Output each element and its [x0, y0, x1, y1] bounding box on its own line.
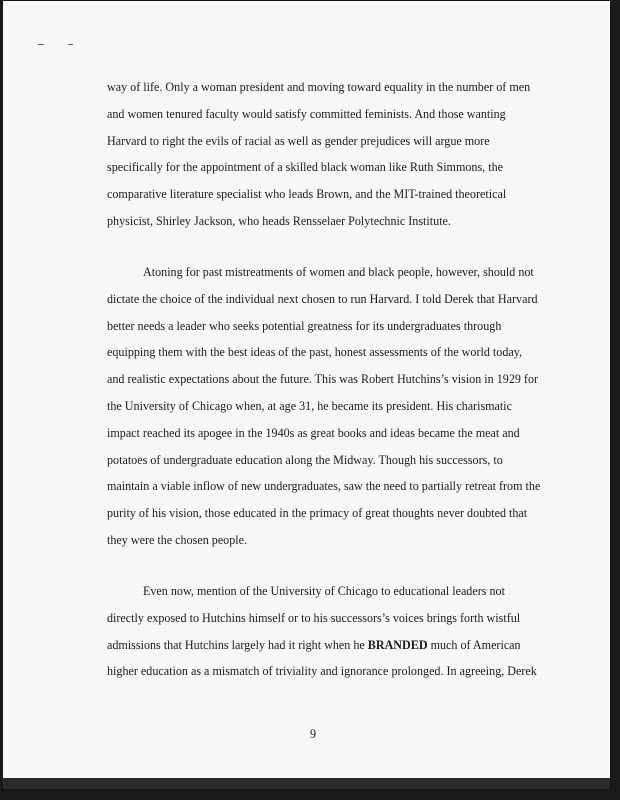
text-run: admissions that Hutchins largely had it right when he [107, 637, 368, 652]
text-line [107, 632, 537, 659]
text-run: much of American [427, 637, 521, 652]
text-line: and women tenured faculty would satisfy committed feminists. And those wanting [107, 106, 506, 121]
text-line: and realistic expectations about the future. This was Robert Hutchins’s vision in 1929 for [107, 372, 539, 387]
text-line: comparative literature specialist who leads Brown, and the MIT-trained theoretical [107, 187, 507, 202]
paragraph-1 [107, 74, 537, 235]
paragraph-2 [107, 259, 541, 554]
text-line: physicist, Shirley Jackson, who heads Rensselaer Polytechnic Institute. [107, 213, 451, 228]
text-line: Even now, mention of the University of Chicago to educational leaders not [143, 584, 505, 598]
text-line: directly exposed to Hutchins himself or to his successors’s voices brings forth wistful [107, 610, 521, 625]
stray-mark [38, 44, 44, 45]
text-line: purity of his vision, those educated in the primacy of great thoughts never doubted that [107, 506, 528, 521]
text-line: potatoes of undergraduate education along the Midway. Though his successors, to [107, 452, 503, 467]
text-line: way of life. Only a woman president and moving toward equality in the number of men [107, 80, 531, 94]
text-line: impact reached its apogee in the 1940s as great books and ideas became the meat and [107, 425, 520, 440]
text-line: equipping them with the best ideas of the past, honest assessments of the world today, [107, 345, 523, 360]
text-line: better needs a leader who seeks potential greatness for its undergraduates through [107, 318, 502, 333]
text-line: Harvard to right the evils of racial as well as gender prejudices will argue more [107, 133, 490, 148]
text-line: maintain a viable inflow of new undergraduates, saw the need to partially retreat from the [107, 479, 541, 494]
text-line: specifically for the appointment of a skilled black woman like Ruth Simmons, the [107, 160, 503, 175]
emphasized-word: BRANDED [367, 637, 428, 652]
text-line: Atoning for past mistreatments of women and black people, however, should not [143, 265, 534, 279]
text-line: higher education as a mismatch of triviality and ignorance prolonged. In agreeing, Derek [107, 664, 537, 679]
stray-mark [68, 44, 73, 45]
text-line: the University of Chicago when, at age 31, he became its president. His charismatic [107, 398, 513, 413]
text-line: dictate the choice of the individual next chosen to run Harvard. I told Derek that Harvard [107, 291, 538, 306]
paragraph-3 [107, 578, 537, 685]
page-bottom-edge [3, 778, 610, 789]
text-line: they were the chosen people. [107, 532, 248, 547]
page-number: 9 [309, 727, 317, 741]
